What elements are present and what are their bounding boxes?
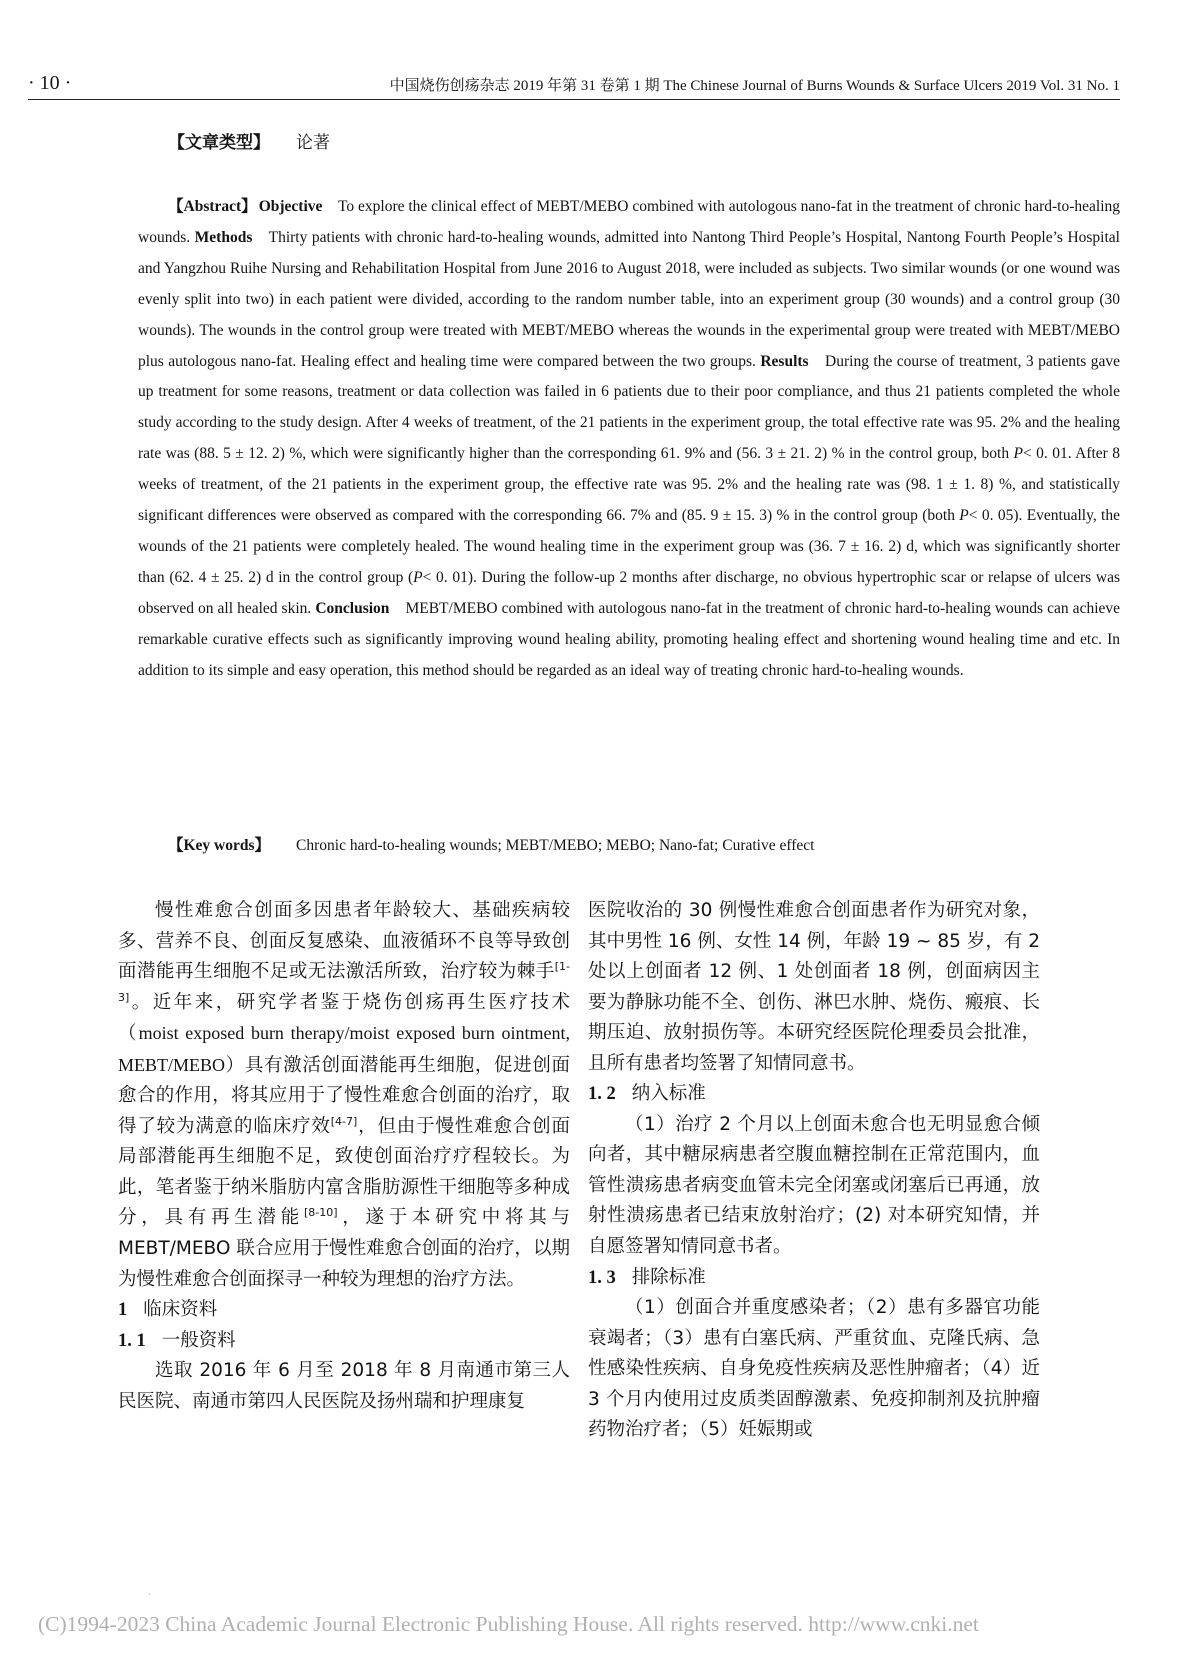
citation: [8-10] bbox=[303, 1206, 338, 1220]
abstract-label: 【Abstract】 bbox=[168, 198, 257, 215]
body-column-left bbox=[118, 896, 570, 1417]
copyright-footer: (C)1994-2023 China Academic Journal Electronic Publishing House. All rights reserved. http://www.cnki.net bbox=[38, 1612, 979, 1636]
citation: [1-3] bbox=[118, 960, 570, 1004]
intro-text: 。近年来，研究学者鉴于烧伤创疡再生医疗技术（ bbox=[118, 991, 570, 1045]
section-title: 排除标准 bbox=[631, 1266, 706, 1288]
p-value-symbol: P bbox=[959, 507, 969, 525]
section-heading-1-2 bbox=[588, 1079, 1040, 1110]
section-title: 纳入标准 bbox=[631, 1083, 706, 1105]
section-heading-1 bbox=[118, 1295, 570, 1326]
keywords-value: Chronic hard-to-healing wounds; MEBT/MEBO; MEBO; Nano-fat; Curative effect bbox=[296, 837, 815, 854]
results-label: Results bbox=[760, 352, 809, 370]
conclusion-label: Conclusion bbox=[315, 599, 390, 617]
keywords-label: 【Key words】 bbox=[168, 837, 271, 854]
article-type bbox=[168, 128, 330, 153]
body-column-right bbox=[588, 896, 1040, 1446]
results-text-1: During the course of treatment, 3 patients gave up treatment for some reasons, treatment or data collection was failed in 6 patients due to their poor compliance, and thus 21 patients completed the whole study according to the study design. After 4 weeks of treatment, of the 21 patients in the experiment group, the total effective rate was 95. 2% and the healing rate was (88. 5 ± 12. 2) %, which were significantly higher than the corresponding 61. 9% and (56. 3 ± 21. 2) % in the control group, both bbox=[138, 352, 1121, 463]
results-text-4: < 0. 01). During the follow-up 2 months after discharge, no obvious hypertrophic scar or relapse of ulcers was observed on all healed skin. bbox=[138, 568, 1120, 617]
section-number: 1. 3 bbox=[588, 1267, 616, 1288]
intro-text: ，但由于慢性难愈合创面局部潜能再生细胞不足，致使创面治疗疗程较长。为此，笔者鉴于纳米脂肪内富含脂肪源性干细胞等多种成分，具有再生潜能 bbox=[118, 1115, 570, 1229]
general-info-continued: 医院收治的 30 例慢性难愈合创面患者作为研究对象，其中男性 16 例、女性 14 例，年龄 19 ~ 85 岁，有 2 处以上创面者 12 例、1 处创面者 18 例，创面病因主要为静脉功能不全、创伤、淋巴水肿、烧伤、瘢痕、长期压迫、放射损伤等。本研究经医院伦理委员会批准，且所有患者均签署了知情同意书。 bbox=[588, 900, 1040, 1074]
results-text-2: < 0. 01. After 8 weeks of treatment, of the 21 patients in the experiment group, the effective rate was 95. 2% and the healing rate was (98. 1 ± 1. 8) %, and statistically significant differences were observed as compared with the corresponding 66. 7% and (85. 9 ± 15. 3) % in the control group (both bbox=[138, 445, 1121, 525]
p-value-symbol: P bbox=[1013, 445, 1023, 463]
general-info-paragraph: 选取 2016 年 6 月至 2018 年 8 月南通市第三人民医院、南通市第四人民医院及扬州瑞和护理康复 bbox=[118, 1360, 570, 1412]
section-title: 临床资料 bbox=[143, 1299, 218, 1321]
objective-text: To explore the clinical effect of MEBT/MEBO combined with autologous nano-fat in the treatment of chronic hard-to-healing wounds. bbox=[138, 198, 1121, 246]
intro-paragraph bbox=[118, 896, 570, 1295]
page-number: · 10 · bbox=[28, 72, 72, 94]
running-header bbox=[28, 70, 1120, 100]
conclusion-text: MEBT/MEBO combined with autologous nano-fat in the treatment of chronic hard-to-healing wounds can achieve remarkable curative effects such as significantly improving wound healing ability, promoting healing effect and shortening wound healing time and etc. In addition to its simple and easy operation, this method should be regarded as an ideal way of treating chronic hard-to-healing wounds. bbox=[138, 599, 1121, 679]
inclusion-criteria: （1）治疗 2 个月以上创面未愈合也无明显愈合倾向者，其中糖尿病患者空腹血糖控制在正常范围内，血管性溃疡患者病变血管未完全闭塞或闭塞后已再通，放射性溃疡患者已结束放射治疗；(2) 对本研究知情，并自愿签署知情同意书者。 bbox=[588, 1113, 1040, 1258]
section-number: 1. 1 bbox=[118, 1330, 146, 1351]
citation: [4-7] bbox=[330, 1114, 358, 1128]
article-type-label: 【文章类型】 bbox=[168, 133, 270, 153]
keywords bbox=[168, 833, 1118, 855]
abstract bbox=[138, 192, 1120, 687]
journal-info: 中国烧伤创疡杂志 2019 年第 31 卷第 1 期 The Chinese Journal of Burns Wounds & Surface Ulcers 2019 Vol. 31 No. 1 bbox=[389, 78, 1120, 94]
intro-text: ，遂于本研究中将其与 MEBT/MEBO 联合应用于慢性难愈合创面的治疗，以期为慢性难愈合创面探寻一种较为理想的治疗方法。 bbox=[118, 1207, 570, 1290]
methods-text: Thirty patients with chronic hard-to-healing wounds, admitted into Nantong Third People’s Hospital, Nantong Fourth People’s Hospital and Yangzhou Ruihe Nursing and Rehabilitation Hospital from June 2016 to August 2018, were included as subjects. Two similar wounds (or one wound was evenly split into two) in each patient were divided, according to the random number table, into an experiment group (30 wounds) and a control group (30 wounds). The wounds in the control group were treated with MEBT/MEBO whereas the wounds in the experimental group were treated with MEBT/MEBO plus autologous nano-fat. Healing effect and healing time were compared between the two groups. bbox=[138, 228, 1120, 370]
methods-label: Methods bbox=[194, 228, 253, 246]
section-heading-1-1 bbox=[118, 1326, 570, 1357]
p-value-symbol: P bbox=[413, 568, 423, 586]
article-type-value: 论著 bbox=[296, 133, 330, 153]
results-text-3: < 0. 05). Eventually, the wounds of the 21 patients were completely healed. The wound healing time in the experiment group was (36. 7 ± 16. 2) d, which was significantly shorter than (62. 4 ± 25. 2) d in the control group ( bbox=[138, 507, 1120, 586]
section-number: 1. 2 bbox=[588, 1084, 616, 1105]
section-title: 一般资料 bbox=[161, 1329, 236, 1351]
objective-label: Objective bbox=[258, 198, 323, 215]
exclusion-criteria: （1）创面合并重度感染者；（2）患有多器官功能衰竭者；（3）患有白塞氏病、严重贫血、克隆氏病、急性感染性疾病、自身免疫性疾病及恶性肿瘤者；（4）近 3 个月内使用过皮质类固醇激素、免疫抑制剂及抗肿瘤药物治疗者；（5）妊娠期或 bbox=[588, 1297, 1040, 1441]
footer-dot: · bbox=[148, 1590, 151, 1599]
intro-english-term: moist exposed burn therapy/moist exposed burn ointment, MEBT/MEBO bbox=[118, 1023, 570, 1075]
intro-text: 慢性难愈合创面多因患者年龄较大、基础疾病较多、营养不良、创面反复感染、血液循环不良等导致创面潜能再生细胞不足或无法激活所致，治疗较为棘手 bbox=[118, 900, 570, 983]
section-heading-1-3 bbox=[588, 1263, 1040, 1294]
section-number: 1 bbox=[118, 1300, 128, 1321]
intro-text: ）具有激活创面潜能再生细胞，促进创面愈合的作用，将其应用于了慢性难愈合创面的治疗，取得了较为满意的临床疗效 bbox=[118, 1054, 570, 1137]
